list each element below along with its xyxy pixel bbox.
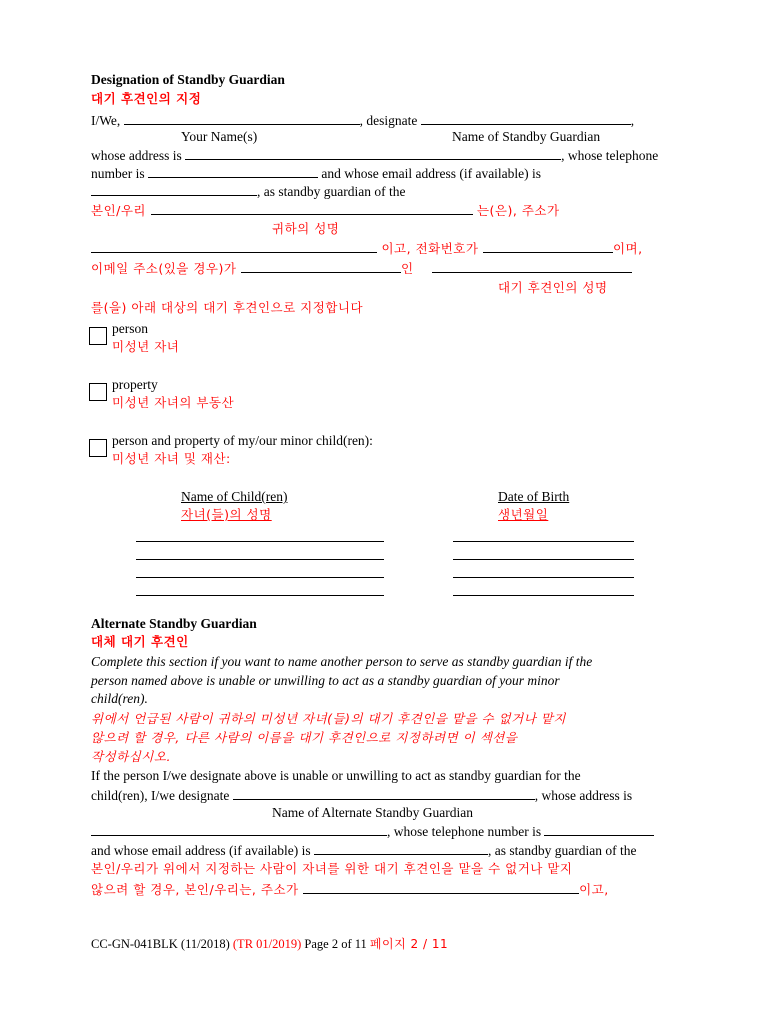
address-field[interactable]	[185, 147, 561, 160]
child-dob-field-1[interactable]	[453, 541, 634, 542]
child-name-header-ko: 자녀(들)의 성명	[181, 507, 272, 522]
alternate-instructions-3: child(ren).	[91, 691, 148, 706]
child-dob-field-3[interactable]	[453, 577, 634, 578]
alternate-instructions-ko-3: 작성하십시오.	[91, 749, 171, 764]
child-dob-field-2[interactable]	[453, 559, 634, 560]
ko-imyeo: 이며,	[612, 241, 643, 256]
section-title-ko: 대기 후견인의 지정	[91, 91, 202, 106]
number-is-label: number is	[91, 166, 145, 181]
dob-header-ko: 생년월일	[498, 507, 549, 522]
whose-address-label: whose address is	[91, 148, 182, 163]
option-both-label: person and property of my/our minor child(ren):	[112, 433, 373, 448]
child-name-field-1[interactable]	[136, 541, 384, 542]
alternate-name-field[interactable]	[233, 787, 535, 800]
child-name-field-4[interactable]	[136, 595, 384, 596]
your-names-field[interactable]	[124, 112, 360, 125]
alternate-ko-address-label: 않으려 할 경우, 본인/우리는, 주소가	[91, 882, 299, 897]
alternate-instructions-ko-1: 위에서 언급된 사람이 귀하의 미성년 자녀(들)의 대기 후견인을 맡을 수 없거나 맡지	[91, 711, 566, 726]
ko-neun: 는(은), 주소가	[476, 203, 560, 218]
child-name-header: Name of Child(ren)	[181, 489, 288, 504]
child-name-field-2[interactable]	[136, 559, 384, 560]
alternate-instructions-ko-2: 않으려 할 경우, 다른 사람의 이름을 대기 후견인으로 지정하려면 이 섹션을	[91, 730, 518, 745]
alternate-ko-igo: 이고,	[579, 882, 609, 897]
alternate-email-label: and whose email address (if available) is	[91, 843, 311, 858]
iwe-label: I/We,	[91, 113, 121, 128]
ko-igo-phone: 이고, 전화번호가	[381, 241, 479, 256]
option-person-label: person	[112, 321, 148, 336]
page-number: Page 2 of 11	[304, 937, 367, 951]
option-property-checkbox[interactable]	[89, 383, 107, 401]
page-number-ko: 페이지 2 / 11	[369, 937, 449, 951]
alternate-telephone-field[interactable]	[544, 823, 654, 836]
comma: ,	[630, 113, 635, 128]
as-standby-label: , as standby guardian of the	[257, 184, 406, 199]
email-field[interactable]	[91, 183, 257, 196]
child-name-field-3[interactable]	[136, 577, 384, 578]
option-property-label-ko: 미성년 자녀의 부동산	[112, 395, 235, 410]
child-dob-field-4[interactable]	[453, 595, 634, 596]
telephone-field[interactable]	[148, 165, 318, 178]
alternate-email-line	[91, 842, 637, 859]
alternate-address-field[interactable]	[91, 823, 387, 836]
ko-standby-name-field[interactable]	[432, 260, 632, 273]
ko-email-field[interactable]	[241, 260, 401, 273]
alternate-address-line	[91, 823, 654, 840]
address-line	[91, 147, 658, 164]
standby-name-field[interactable]	[421, 112, 631, 125]
ko-email-label: 이메일 주소(있을 경우)가	[91, 261, 237, 276]
email-line	[91, 183, 405, 200]
option-person-label-ko: 미성년 자녀	[112, 339, 180, 354]
ko-address-field[interactable]	[91, 240, 377, 253]
ko-designation-line	[91, 202, 560, 219]
ko-your-name-caption: 귀하의 성명	[272, 221, 340, 236]
alternate-address-label: , whose address is	[534, 788, 633, 803]
ko-designate-line: 를(을) 아래 대상의 대기 후견인으로 지정합니다	[91, 300, 364, 315]
phone-email-line	[91, 165, 541, 182]
option-both-label-ko: 미성년 자녀 및 재산:	[112, 451, 231, 466]
ko-name-field[interactable]	[151, 202, 473, 215]
alternate-title-ko: 대체 대기 후견인	[91, 634, 189, 649]
designate-label: , designate	[359, 113, 418, 128]
alternate-instructions-2: person named above is unable or unwilling to act as a standby guardian of your minor	[91, 673, 560, 688]
ko-address-line	[91, 240, 643, 257]
designation-line	[91, 112, 634, 129]
ko-in: 인	[400, 261, 414, 276]
your-names-caption: Your Name(s)	[181, 129, 258, 144]
option-property-label: property	[112, 377, 158, 392]
translation-date: (TR 01/2019)	[232, 937, 302, 951]
alternate-designate-line	[91, 787, 632, 804]
option-both-checkbox[interactable]	[89, 439, 107, 457]
alternate-ko-address-field[interactable]	[303, 881, 579, 894]
ko-boninuri: 본인/우리	[91, 203, 147, 218]
alternate-ko-line-1: 본인/우리가 위에서 지정하는 사람이 자녀를 위한 대기 후견인을 맡을 수 없거나 맡지	[91, 861, 573, 876]
dob-header: Date of Birth	[498, 489, 570, 504]
ko-phone-field[interactable]	[483, 240, 613, 253]
alternate-name-caption: Name of Alternate Standby Guardian	[272, 805, 473, 820]
ko-standby-name-caption: 대기 후견인의 성명	[498, 280, 608, 295]
alternate-paragraph-1: If the person I/we designate above is unable or unwilling to act as standby guardian for the	[91, 768, 581, 783]
email-label: and whose email address (if available) is	[321, 166, 542, 181]
alternate-designate-label: child(ren), I/we designate	[91, 788, 230, 803]
ko-email-line	[91, 260, 632, 277]
alternate-ko-line-2	[91, 881, 609, 898]
standby-name-caption: Name of Standby Guardian	[452, 129, 601, 144]
alternate-telephone-label: , whose telephone number is	[387, 824, 542, 839]
footer	[91, 936, 448, 952]
section-title: Designation of Standby Guardian	[91, 72, 285, 87]
form-id: CC-GN-041BLK (11/2018)	[91, 937, 230, 951]
option-person-checkbox[interactable]	[89, 327, 107, 345]
alternate-instructions-1: Complete this section if you want to name another person to serve as standby guardian if the	[91, 654, 593, 669]
alternate-email-field[interactable]	[314, 842, 488, 855]
whose-telephone-label: , whose telephone	[561, 148, 659, 163]
alternate-title: Alternate Standby Guardian	[91, 616, 257, 631]
alternate-as-standby-label: , as standby guardian of the	[488, 843, 637, 858]
